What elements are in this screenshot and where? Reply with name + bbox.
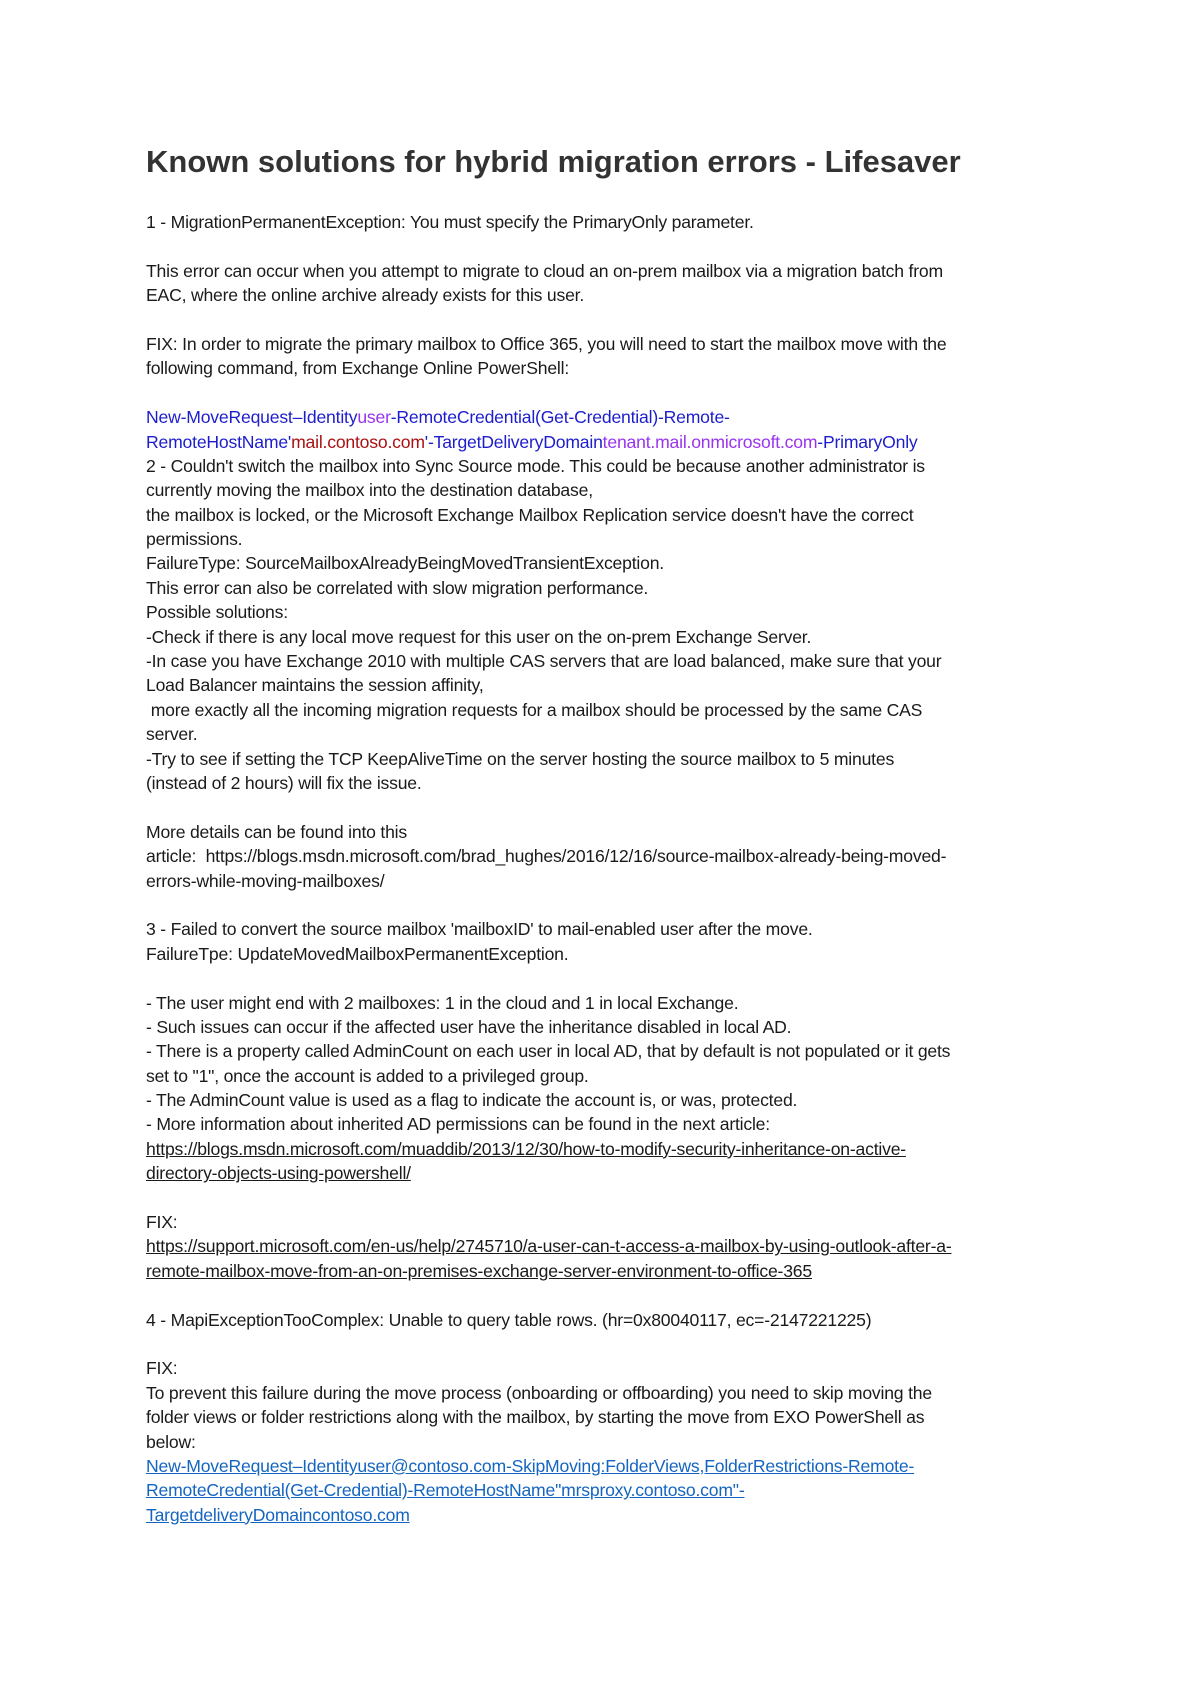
section-3-heading: 3 - Failed to convert the source mailbox 'mailboxID' to mail-enabled user after the move. — [146, 919, 813, 940]
section-4-desc: folder views or folder restrictions along with the mailbox, by starting the move from EXO PowerShell as — [146, 1407, 925, 1428]
section-2-line: (instead of 2 hours) will fix the issue. — [146, 772, 422, 793]
section-3-article-link[interactable] — [146, 1137, 952, 1161]
link-text[interactable]: https://blogs.msdn.microsoft.com/muaddib/2013/12/30/how-to-modify-security-inheritance-on-active- — [146, 1138, 906, 1159]
link-text[interactable]: New-MoveRequest–Identityuser@contoso.com-SkipMoving:FolderViews,FolderRestrictions-Remote- — [146, 1455, 915, 1476]
section-2-line: currently moving the mailbox into the destination database, — [146, 480, 593, 501]
section-3-heading: FailureTpe: UpdateMovedMailboxPermanentException. — [146, 943, 569, 964]
section-2-line: Possible solutions: — [146, 602, 288, 623]
section-1-fix: FIX: In order to migrate the primary mailbox to Office 365, you will need to start the mailbox move with the — [146, 333, 947, 354]
section-1-desc: This error can occur when you attempt to migrate to cloud an on-prem mailbox via a migration batch from — [146, 260, 943, 281]
section-4-code-link[interactable] — [146, 1454, 952, 1478]
code-part: Get-Credential — [540, 407, 653, 428]
section-2-line: -Try to see if setting the TCP KeepAliveTime on the server hosting the source mailbox to 5 minutes — [146, 748, 895, 769]
code-part: tenant.mail.onmicrosoft.com — [602, 431, 818, 452]
section-2-line: the mailbox is locked, or the Microsoft Exchange Mailbox Replication service doesn't have the correct — [146, 504, 914, 525]
code-part: -RemoteCredential( — [390, 407, 541, 428]
section-2-line: server. — [146, 724, 198, 745]
section-2-line: -In case you have Exchange 2010 with multiple CAS servers that are load balanced, make sure that your — [146, 651, 942, 672]
section-3-fix-label: FIX: — [146, 1212, 178, 1233]
section-2-details: errors-while-moving-mailboxes/ — [146, 870, 385, 891]
section-4-heading: 4 - MapiExceptionTooComplex: Unable to query table rows. (hr=0x80040117, ec=-2147221225) — [146, 1309, 872, 1330]
link-text[interactable]: TargetdeliveryDomaincontoso.com — [146, 1504, 410, 1525]
section-4-desc: below: — [146, 1431, 196, 1452]
section-3-bullet: - There is a property called AdminCount on each user in local AD, that by default is not populated or it gets — [146, 1041, 951, 1062]
section-3-article-link[interactable] — [146, 1161, 952, 1185]
section-3-bullet: - Such issues can occur if the affected user have the inheritance disabled in local AD. — [146, 1016, 792, 1037]
section-2-line: permissions. — [146, 529, 243, 550]
section-4-code-link[interactable] — [146, 1478, 952, 1502]
code-part: New-MoveRequest–Identity — [146, 407, 358, 428]
code-part: user — [357, 407, 391, 428]
section-4-desc: To prevent this failure during the move process (onboarding or offboarding) you need to skip moving the — [146, 1382, 932, 1403]
section-3-fix-link[interactable] — [146, 1234, 952, 1258]
section-2-line: Load Balancer maintains the session affinity, — [146, 675, 484, 696]
code-part: -PrimaryOnly — [817, 431, 918, 452]
link-text[interactable]: remote-mailbox-move-from-an-on-premises-exchange-server-environment-to-office-365 — [146, 1260, 812, 1281]
section-3-bullet: - The AdminCount value is used as a flag to indicate the account is, or was, protected. — [146, 1090, 798, 1111]
document-body — [146, 210, 952, 1527]
section-2-details: article: https://blogs.msdn.microsoft.com/brad_hughes/2016/12/16/source-mailbox-already-being-moved- — [146, 846, 947, 867]
section-3-bullet: - More information about inherited AD permissions can be found in the next article: — [146, 1114, 770, 1135]
section-3-bullet: set to "1", once the account is added to a privileged group. — [146, 1065, 589, 1086]
section-2-line: FailureType: SourceMailboxAlreadyBeingMovedTransientException. — [146, 553, 664, 574]
code-part: '-TargetDeliveryDomain — [424, 431, 603, 452]
section-3-bullet: - The user might end with 2 mailboxes: 1 in the cloud and 1 in local Exchange. — [146, 992, 739, 1013]
page-title: Known solutions for hybrid migration errors - Lifesaver — [146, 144, 961, 179]
section-1-code — [146, 430, 952, 454]
code-part: )-Remote- — [652, 407, 730, 428]
section-1-code — [146, 405, 952, 429]
section-2-details: More details can be found into this — [146, 821, 407, 842]
code-part: mail.contoso.com — [291, 431, 425, 452]
link-text[interactable]: RemoteCredential(Get-Credential)-RemoteHostName"mrsproxy.contoso.com"- — [146, 1480, 745, 1501]
section-2-line: This error can also be correlated with slow migration performance. — [146, 577, 649, 598]
section-2-line: 2 - Couldn't switch the mailbox into Sync Source mode. This could be because another administrator is — [146, 455, 925, 476]
section-2-line: -Check if there is any local move request for this user on the on-prem Exchange Server. — [146, 626, 812, 647]
section-1-heading: 1 - MigrationPermanentException: You must specify the PrimaryOnly parameter. — [146, 212, 754, 232]
section-1-desc: EAC, where the online archive already exists for this user. — [146, 285, 585, 306]
link-text[interactable]: directory-objects-using-powershell/ — [146, 1163, 411, 1184]
link-text[interactable]: https://support.microsoft.com/en-us/help/2745710/a-user-can-t-access-a-mailbox-by-using-outlook-after-a- — [146, 1236, 952, 1257]
section-2-line: more exactly all the incoming migration requests for a mailbox should be processed by the same CAS — [146, 699, 923, 720]
section-3-fix-link[interactable] — [146, 1259, 952, 1283]
section-4-fix-label: FIX: — [146, 1358, 178, 1379]
section-1-fix: following command, from Exchange Online PowerShell: — [146, 358, 570, 379]
code-part: RemoteHostName' — [146, 431, 292, 452]
section-4-code-link[interactable] — [146, 1503, 952, 1527]
